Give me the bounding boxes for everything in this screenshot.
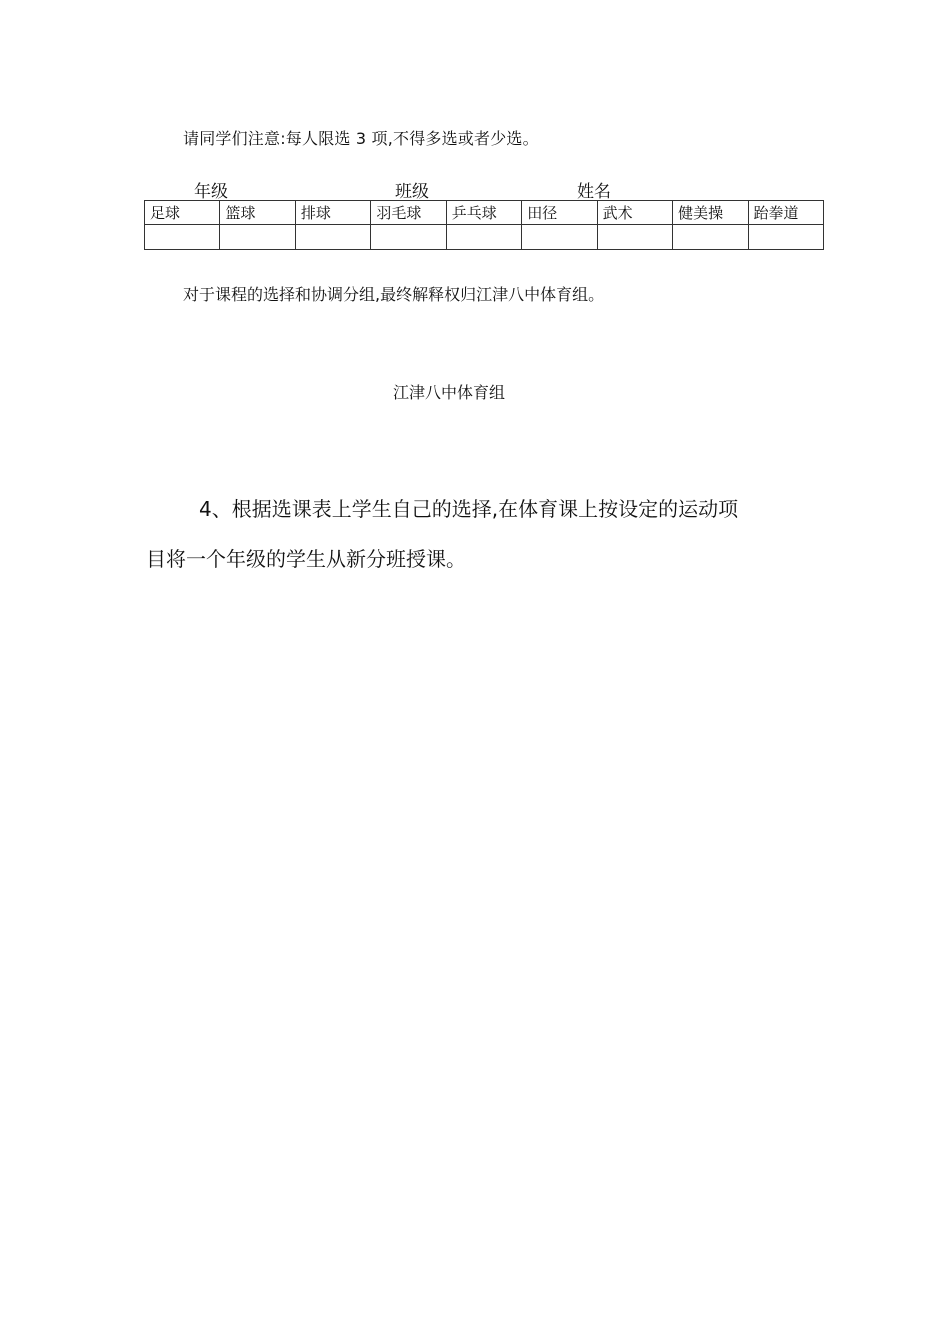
final-interpretation-note: 对于课程的选择和协调分组,最终解释权归江津八中体育组。: [183, 285, 605, 304]
item-4-line-2: 目将一个年级的学生从新分班授课。: [146, 547, 466, 571]
table-header-row: [145, 201, 824, 225]
table-header-cell: 健美操: [673, 201, 748, 225]
table-header-cell: 乒乓球: [446, 201, 521, 225]
table-header-cell: 羽毛球: [371, 201, 446, 225]
table-row: [145, 225, 824, 250]
table-header-cell: 篮球: [220, 201, 295, 225]
table-header-cell: 足球: [145, 201, 220, 225]
table-header-cell: 排球: [295, 201, 370, 225]
name-label: 姓名: [577, 182, 611, 202]
table-cell: [522, 225, 597, 250]
table-cell: [597, 225, 672, 250]
table-cell: [295, 225, 370, 250]
table-cell: [371, 225, 446, 250]
class-label: 班级: [395, 182, 429, 202]
table-cell: [446, 225, 521, 250]
table-cell: [220, 225, 295, 250]
selection-notice: 请同学们注意:每人限选 3 项,不得多选或者少选。: [183, 129, 539, 148]
course-selection-table: [144, 200, 824, 250]
item-4-paragraph: [146, 484, 818, 584]
table-header-cell: 武术: [597, 201, 672, 225]
table-cell: [673, 225, 748, 250]
table-header-cell: 田径: [522, 201, 597, 225]
item-4-line-1: 4、根据选课表上学生自己的选择,在体育课上按设定的运动项: [199, 497, 739, 521]
table-header-cell: 跆拳道: [748, 201, 824, 225]
signature: 江津八中体育组: [393, 383, 506, 402]
table-cell: [748, 225, 824, 250]
table-cell: [145, 225, 220, 250]
grade-label: 年级: [194, 182, 228, 202]
